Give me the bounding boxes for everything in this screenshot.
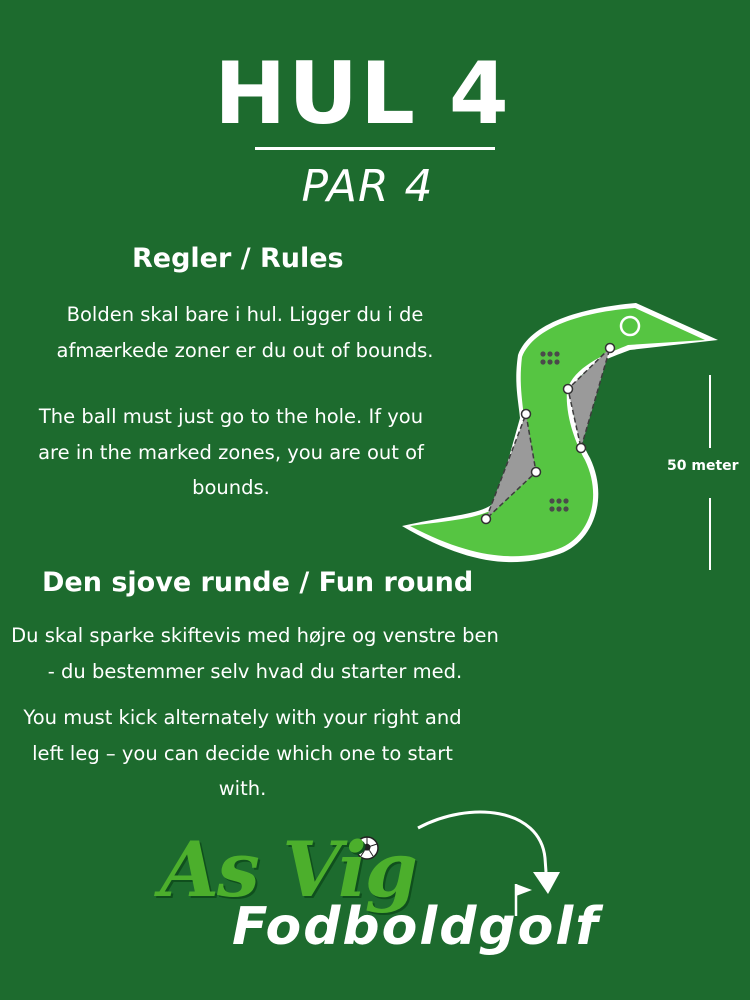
rules-heading: Regler / Rules <box>132 243 344 274</box>
golf-flag-icon <box>508 880 538 920</box>
course-map <box>395 295 735 580</box>
par-subtitle: PAR 4 <box>301 161 434 212</box>
scale-label: 50 meter <box>667 458 739 474</box>
rules-text-english: The ball must just go to the hole. If you are in the marked zones, you are out of bounds. <box>38 405 424 499</box>
title-divider <box>255 147 495 150</box>
fun-round-text-english: You must kick alternately with your right and left leg – you can decide which one to start with. <box>23 706 462 800</box>
fun-round-text-danish: Du skal sparke skiftevis med højre og venstre ben - du bestemmer selv hvad du starter med. <box>11 624 499 683</box>
logo-text-as-vig: As Vig <box>160 825 416 914</box>
logo-text-fodboldgolf: Fodboldgolf <box>232 897 600 957</box>
hole-title: HUL 4 <box>214 44 511 144</box>
fun-round-heading: Den sjove runde / Fun round <box>42 567 474 598</box>
rules-text-danish: Bolden skal bare i hul. Ligger du i de afmærkede zoner er du out of bounds. <box>56 303 434 362</box>
